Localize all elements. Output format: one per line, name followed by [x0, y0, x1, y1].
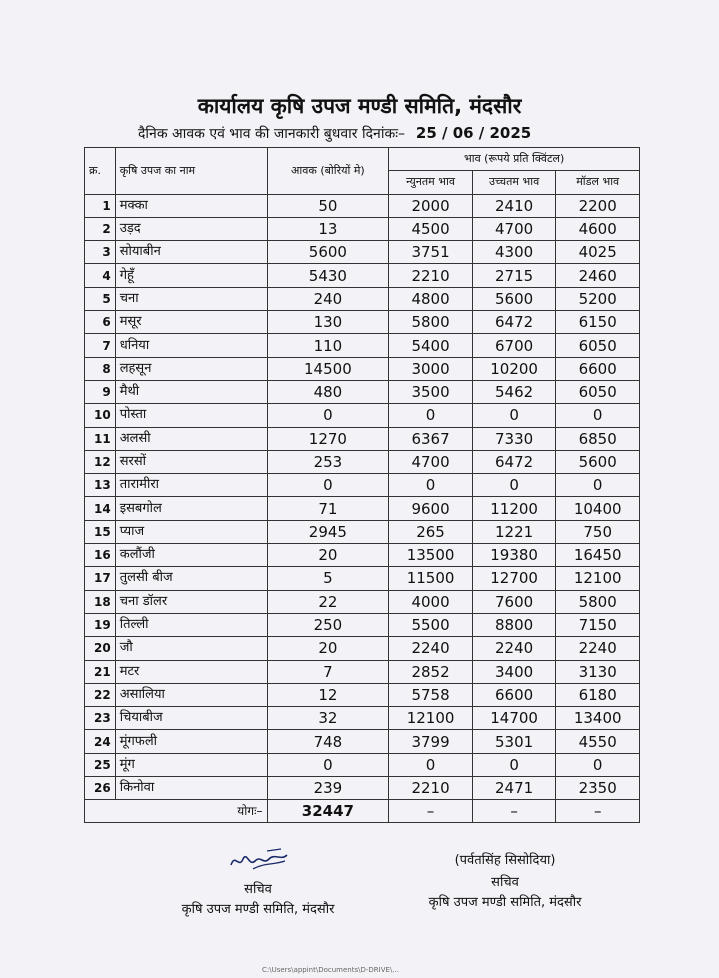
row-arrival: 0 [267, 404, 389, 427]
row-min-price: 5400 [389, 334, 473, 357]
total-label: योगः– [85, 800, 268, 823]
row-max-price: 19380 [472, 544, 556, 567]
row-serial: 4 [85, 264, 116, 287]
row-crop-name: तुलसी बीज [115, 567, 267, 590]
row-serial: 7 [85, 334, 116, 357]
row-arrival: 239 [267, 777, 389, 800]
row-arrival: 5430 [267, 264, 389, 287]
row-modal-price: 6180 [556, 683, 640, 706]
row-serial: 16 [85, 544, 116, 567]
header-price-group: भाव (रूपये प्रति क्विंटल) [389, 148, 640, 171]
signature-left-org: कृषि उपज मण्डी समिति, मंदसौर [181, 902, 335, 917]
row-modal-price: 750 [556, 520, 640, 543]
table-row [85, 357, 640, 380]
row-min-price: 5500 [389, 613, 473, 636]
row-crop-name: तारामीरा [115, 474, 267, 497]
row-max-price: 5600 [472, 287, 556, 310]
signature-block-left [168, 845, 348, 917]
row-max-price: 6600 [472, 683, 556, 706]
row-min-price: 2210 [389, 264, 473, 287]
table-row [85, 520, 640, 543]
table-row [85, 590, 640, 613]
signature-left-designation: सचिव [244, 882, 272, 897]
table-row [85, 660, 640, 683]
row-max-price: 8800 [472, 613, 556, 636]
row-modal-price: 5800 [556, 590, 640, 613]
row-crop-name: गेहूँ [115, 264, 267, 287]
page-title: कार्यालय कृषि उपज मण्डी समिति, मंदसौर [197, 94, 522, 118]
row-min-price: 2210 [389, 777, 473, 800]
row-modal-price: 6850 [556, 427, 640, 450]
row-crop-name: तिल्ली [115, 613, 267, 636]
row-modal-price: 2240 [556, 637, 640, 660]
row-crop-name: चना डॉलर [115, 590, 267, 613]
total-modal: – [556, 800, 640, 823]
row-serial: 3 [85, 241, 116, 264]
row-serial: 9 [85, 380, 116, 403]
row-serial: 8 [85, 357, 116, 380]
table-body [85, 194, 640, 800]
row-crop-name: मूंगफली [115, 730, 267, 753]
table-row [85, 450, 640, 473]
row-arrival: 130 [267, 311, 389, 334]
total-max: – [472, 800, 556, 823]
row-max-price: 7600 [472, 590, 556, 613]
header-max-price: उच्चतम भाव [472, 171, 556, 194]
table-row [85, 217, 640, 240]
row-crop-name: किनोवा [115, 777, 267, 800]
row-max-price: 6700 [472, 334, 556, 357]
row-serial: 25 [85, 753, 116, 776]
row-arrival: 7 [267, 660, 389, 683]
row-min-price: 4000 [389, 590, 473, 613]
table-row [85, 707, 640, 730]
row-max-price: 4300 [472, 241, 556, 264]
row-max-price: 7330 [472, 427, 556, 450]
row-modal-price: 0 [556, 404, 640, 427]
rates-table [84, 147, 640, 823]
row-serial: 1 [85, 194, 116, 217]
row-modal-price: 16450 [556, 544, 640, 567]
row-crop-name: प्याज [115, 520, 267, 543]
row-serial: 23 [85, 707, 116, 730]
row-modal-price: 6050 [556, 380, 640, 403]
row-crop-name: इसबगोल [115, 497, 267, 520]
row-modal-price: 2350 [556, 777, 640, 800]
table-row [85, 777, 640, 800]
row-max-price: 3400 [472, 660, 556, 683]
row-modal-price: 2200 [556, 194, 640, 217]
row-min-price: 4500 [389, 217, 473, 240]
row-min-price: 4800 [389, 287, 473, 310]
row-min-price: 0 [389, 474, 473, 497]
row-serial: 17 [85, 567, 116, 590]
row-max-price: 0 [472, 474, 556, 497]
row-max-price: 6472 [472, 311, 556, 334]
row-arrival: 0 [267, 474, 389, 497]
row-arrival: 5 [267, 567, 389, 590]
table-row [85, 567, 640, 590]
signatory-name: (पर्वतसिंह सिसोदिया) [454, 853, 556, 868]
table-row [85, 497, 640, 520]
row-modal-price: 0 [556, 474, 640, 497]
row-max-price: 0 [472, 404, 556, 427]
table-row [85, 730, 640, 753]
row-arrival: 250 [267, 613, 389, 636]
row-min-price: 2852 [389, 660, 473, 683]
row-arrival: 20 [267, 637, 389, 660]
row-arrival: 5600 [267, 241, 389, 264]
table-header-row [85, 148, 640, 171]
table-row [85, 194, 640, 217]
row-min-price: 3500 [389, 380, 473, 403]
row-crop-name: चना [115, 287, 267, 310]
row-crop-name: सरसों [115, 450, 267, 473]
header-modal-price: मॉडल भाव [556, 171, 640, 194]
header-crop-name: कृषि उपज का नाम [115, 148, 267, 195]
row-arrival: 240 [267, 287, 389, 310]
table-row [85, 683, 640, 706]
row-min-price: 4700 [389, 450, 473, 473]
row-max-price: 14700 [472, 707, 556, 730]
row-modal-price: 4025 [556, 241, 640, 264]
row-modal-price: 3130 [556, 660, 640, 683]
row-arrival: 253 [267, 450, 389, 473]
handwritten-signature [223, 845, 293, 875]
report-date: 25 / 06 / 2025 [415, 124, 532, 142]
header-arrival: आवक (बोरियों मे) [267, 148, 389, 195]
row-arrival: 12 [267, 683, 389, 706]
row-serial: 24 [85, 730, 116, 753]
row-arrival: 110 [267, 334, 389, 357]
row-crop-name: चियाबीज [115, 707, 267, 730]
row-min-price: 12100 [389, 707, 473, 730]
row-max-price: 2471 [472, 777, 556, 800]
row-min-price: 265 [389, 520, 473, 543]
row-crop-name: सोयाबीन [115, 241, 267, 264]
page-subtitle [138, 124, 531, 143]
row-crop-name: मैथी [115, 380, 267, 403]
row-modal-price: 0 [556, 753, 640, 776]
table-row [85, 287, 640, 310]
row-crop-name: असालिया [115, 683, 267, 706]
row-arrival: 1270 [267, 427, 389, 450]
row-max-price: 2410 [472, 194, 556, 217]
table-row [85, 613, 640, 636]
row-arrival: 480 [267, 380, 389, 403]
row-modal-price: 12100 [556, 567, 640, 590]
table-row [85, 311, 640, 334]
row-crop-name: पोस्ता [115, 404, 267, 427]
row-arrival: 2945 [267, 520, 389, 543]
row-serial: 21 [85, 660, 116, 683]
row-min-price: 5800 [389, 311, 473, 334]
signature-block-right [410, 850, 600, 910]
table-row [85, 427, 640, 450]
row-crop-name: अलसी [115, 427, 267, 450]
row-max-price: 10200 [472, 357, 556, 380]
table-row [85, 753, 640, 776]
table-row [85, 334, 640, 357]
row-arrival: 20 [267, 544, 389, 567]
row-min-price: 0 [389, 404, 473, 427]
row-serial: 2 [85, 217, 116, 240]
row-arrival: 14500 [267, 357, 389, 380]
row-crop-name: मक्का [115, 194, 267, 217]
row-arrival: 0 [267, 753, 389, 776]
row-arrival: 22 [267, 590, 389, 613]
row-min-price: 3799 [389, 730, 473, 753]
table-row [85, 264, 640, 287]
row-arrival: 32 [267, 707, 389, 730]
row-modal-price: 2460 [556, 264, 640, 287]
row-min-price: 3000 [389, 357, 473, 380]
row-serial: 26 [85, 777, 116, 800]
row-arrival: 50 [267, 194, 389, 217]
row-max-price: 2715 [472, 264, 556, 287]
signature-right-org: कृषि उपज मण्डी समिति, मंदसौर [428, 895, 582, 910]
row-serial: 22 [85, 683, 116, 706]
row-max-price: 6472 [472, 450, 556, 473]
row-serial: 14 [85, 497, 116, 520]
total-row [85, 800, 640, 823]
table-row [85, 637, 640, 660]
row-modal-price: 5200 [556, 287, 640, 310]
row-max-price: 5462 [472, 380, 556, 403]
header-min-price: न्युनतम भाव [389, 171, 473, 194]
row-arrival: 13 [267, 217, 389, 240]
table-row [85, 544, 640, 567]
row-min-price: 13500 [389, 544, 473, 567]
row-serial: 12 [85, 450, 116, 473]
row-crop-name: मटर [115, 660, 267, 683]
row-modal-price: 6050 [556, 334, 640, 357]
row-min-price: 2000 [389, 194, 473, 217]
footer-file-path: C:\Users\appint\Documents\D-DRIVE\... [262, 966, 399, 974]
total-arrival: 32447 [267, 800, 389, 823]
row-serial: 11 [85, 427, 116, 450]
row-serial: 10 [85, 404, 116, 427]
row-modal-price: 6600 [556, 357, 640, 380]
table-row [85, 404, 640, 427]
row-serial: 6 [85, 311, 116, 334]
row-max-price: 11200 [472, 497, 556, 520]
table-row [85, 380, 640, 403]
row-max-price: 1221 [472, 520, 556, 543]
row-min-price: 6367 [389, 427, 473, 450]
row-crop-name: मसूर [115, 311, 267, 334]
row-serial: 18 [85, 590, 116, 613]
row-max-price: 2240 [472, 637, 556, 660]
row-modal-price: 10400 [556, 497, 640, 520]
row-modal-price: 7150 [556, 613, 640, 636]
row-crop-name: धनिया [115, 334, 267, 357]
row-serial: 15 [85, 520, 116, 543]
row-crop-name: मूंग [115, 753, 267, 776]
row-min-price: 3751 [389, 241, 473, 264]
row-serial: 19 [85, 613, 116, 636]
header-sn: क्र. [85, 148, 116, 195]
signature-right-designation: सचिव [491, 875, 519, 890]
row-serial: 13 [85, 474, 116, 497]
subtitle-text: दैनिक आवक एवं भाव की जानकारी बुधवार दिनांकः– [138, 126, 406, 142]
row-modal-price: 5600 [556, 450, 640, 473]
row-max-price: 12700 [472, 567, 556, 590]
total-min: – [389, 800, 473, 823]
row-max-price: 5301 [472, 730, 556, 753]
table-row [85, 241, 640, 264]
row-serial: 5 [85, 287, 116, 310]
row-modal-price: 4600 [556, 217, 640, 240]
row-min-price: 9600 [389, 497, 473, 520]
row-arrival: 71 [267, 497, 389, 520]
row-max-price: 0 [472, 753, 556, 776]
row-crop-name: जौ [115, 637, 267, 660]
row-arrival: 748 [267, 730, 389, 753]
row-min-price: 2240 [389, 637, 473, 660]
row-min-price: 5758 [389, 683, 473, 706]
table-row [85, 474, 640, 497]
row-crop-name: कलौंजी [115, 544, 267, 567]
row-modal-price: 6150 [556, 311, 640, 334]
row-modal-price: 4550 [556, 730, 640, 753]
row-crop-name: उड़द [115, 217, 267, 240]
row-min-price: 0 [389, 753, 473, 776]
row-crop-name: लहसून [115, 357, 267, 380]
row-modal-price: 13400 [556, 707, 640, 730]
row-min-price: 11500 [389, 567, 473, 590]
row-max-price: 4700 [472, 217, 556, 240]
row-serial: 20 [85, 637, 116, 660]
